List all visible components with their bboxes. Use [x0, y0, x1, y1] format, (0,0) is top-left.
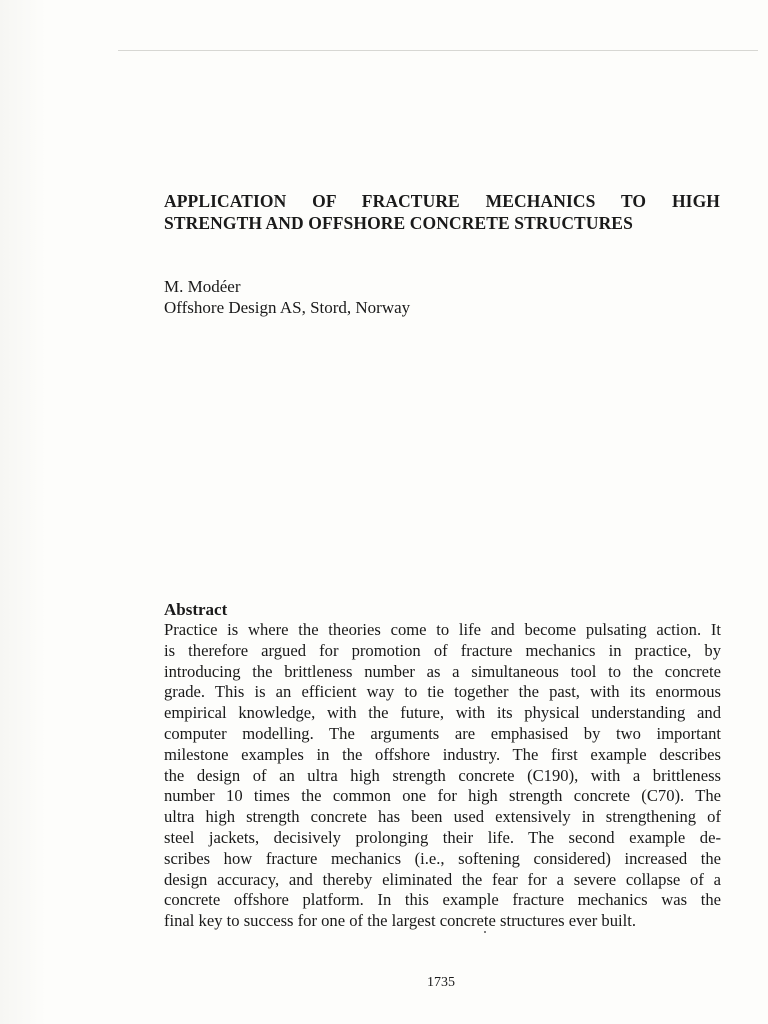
- abstract-line: the design of an ultra high strength concrete (C190), with a brittleness: [164, 765, 721, 785]
- abstract-line: introducing the brittleness number as a simultaneous tool to the concrete: [164, 661, 721, 681]
- author-affiliation: Offshore Design AS, Stord, Norway: [164, 298, 411, 317]
- paper-title-line: APPLICATION OF FRACTURE MECHANICS TO HIGH: [164, 191, 720, 211]
- abstract-line: final key to success for one of the largest concrete structures ever built.: [164, 911, 636, 931]
- abstract-line: computer modelling. The arguments are emphasised by two important: [164, 723, 721, 743]
- abstract-line: design accuracy, and thereby eliminated the fear for a severe collapse of a: [164, 869, 721, 889]
- abstract-body: [164, 620, 721, 932]
- abstract-line: steel jackets, decisively prolonging their life. The second example de-: [164, 827, 721, 847]
- abstract-line: milestone examples in the offshore industry. The first example describes: [164, 744, 721, 764]
- abstract-line: grade. This is an efficient way to tie together the past, with its enormous: [164, 682, 721, 702]
- paper-title: [164, 190, 720, 234]
- abstract-line: ultra high strength concrete has been used extensively in strengthening of: [164, 807, 721, 827]
- author-name: M. Modéer: [164, 277, 241, 296]
- page-number: 1735: [427, 975, 455, 990]
- abstract-line: Practice is where the theories come to life and become pulsating action. It: [164, 620, 721, 639]
- scan-edge-line: [118, 50, 758, 51]
- abstract-line: concrete offshore platform. In this example fracture mechanics was the: [164, 890, 721, 910]
- paper-title-line: STRENGTH AND OFFSHORE CONCRETE STRUCTURES: [164, 213, 633, 233]
- abstract-line: empirical knowledge, with the future, with its physical understanding and: [164, 703, 721, 723]
- scan-speck: [484, 931, 486, 933]
- abstract-section: [164, 600, 721, 932]
- abstract-heading: Abstract: [164, 600, 228, 619]
- abstract-line: is therefore argued for promotion of fracture mechanics in practice, by: [164, 640, 721, 660]
- abstract-line: number 10 times the common one for high strength concrete (C70). The: [164, 786, 721, 806]
- abstract-line: scribes how fracture mechanics (i.e., softening considered) increased the: [164, 848, 721, 868]
